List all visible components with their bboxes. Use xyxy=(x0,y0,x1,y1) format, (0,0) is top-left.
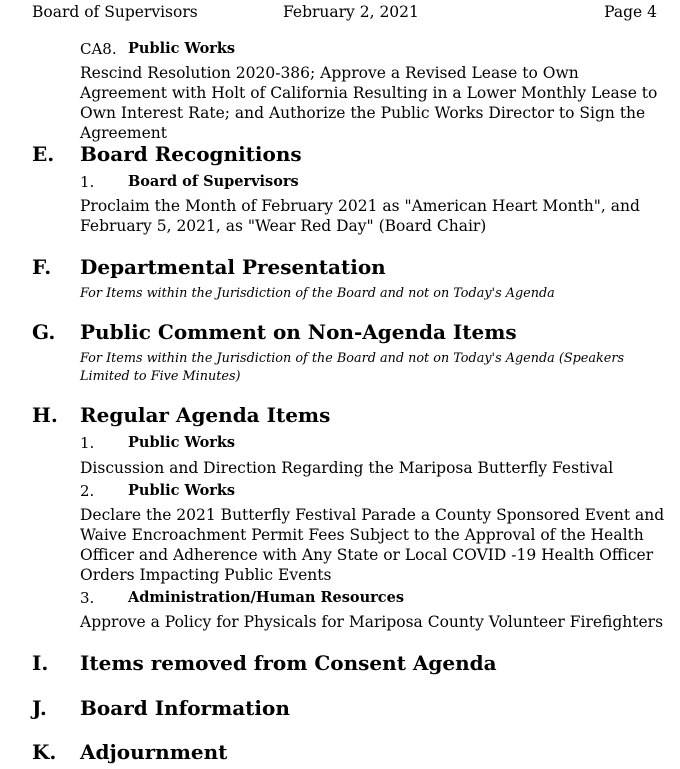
section-e-item-1-department: Board of Supervisors xyxy=(128,173,299,190)
section-h-item-2-department: Public Works xyxy=(128,482,236,499)
section-e-title: Board Recognitions xyxy=(80,142,302,166)
section-i-letter: I. xyxy=(32,651,49,675)
section-k-title: Adjournment xyxy=(80,740,228,764)
section-j-letter: J. xyxy=(32,696,47,720)
section-h-item-3-number: 3. xyxy=(80,589,95,607)
section-i-title: Items removed from Consent Agenda xyxy=(80,651,497,675)
section-j-title: Board Information xyxy=(80,696,290,720)
header-date: February 2, 2021 xyxy=(283,3,419,21)
section-k-letter: K. xyxy=(32,740,57,764)
section-f-letter: F. xyxy=(32,255,52,279)
section-g-note: For Items within the Jurisdiction of the Board and not on Today's Agenda (Speakers Limited to Five Minutes) xyxy=(80,351,625,384)
consent-item-text: Rescind Resolution 2020-386; Approve a Revised Lease to Own Agreement with Holt of California Resulting in a Lower Monthly Lease to Own Interest Rate; and Authorize the Public Works Director to Sign the Agreement xyxy=(80,64,658,142)
section-f-note: For Items within the Jurisdiction of the Board and not on Today's Agenda xyxy=(80,286,555,301)
section-h-item-1-department: Public Works xyxy=(128,434,236,451)
section-g-letter: G. xyxy=(32,320,56,344)
section-g-title: Public Comment on Non-Agenda Items xyxy=(80,320,517,344)
section-e-item-1-text: Proclaim the Month of February 2021 as "American Heart Month", and February 5, 2021, as "Wear Red Day" (Board Chair) xyxy=(80,197,640,235)
section-h-item-1-text: Discussion and Direction Regarding the Mariposa Butterfly Festival xyxy=(80,459,614,477)
section-h-item-3-text: Approve a Policy for Physicals for Mariposa County Volunteer Firefighters xyxy=(80,613,664,631)
header-page-number: Page 4 xyxy=(604,3,657,21)
section-h-title: Regular Agenda Items xyxy=(80,403,331,427)
section-h-letter: H. xyxy=(32,403,58,427)
consent-item-department: Public Works xyxy=(128,40,236,57)
section-e-item-1-number: 1. xyxy=(80,173,95,191)
section-f-title: Departmental Presentation xyxy=(80,255,386,279)
consent-item-number: CA8. xyxy=(80,40,117,58)
header-board-name: Board of Supervisors xyxy=(32,3,198,21)
section-h-item-2-text: Declare the 2021 Butterfly Festival Parade a County Sponsored Event and Waive Encroachment Permit Fees Subject to the Approval of the Health Officer and Adherence with Any State or Local COVID -19 Health Officer Orders Impacting Public Events xyxy=(80,506,665,584)
section-h-item-1-number: 1. xyxy=(80,434,95,452)
section-h-item-3-department: Administration/Human Resources xyxy=(128,589,404,606)
section-e-letter: E. xyxy=(32,142,55,166)
section-h-item-2-number: 2. xyxy=(80,482,95,500)
